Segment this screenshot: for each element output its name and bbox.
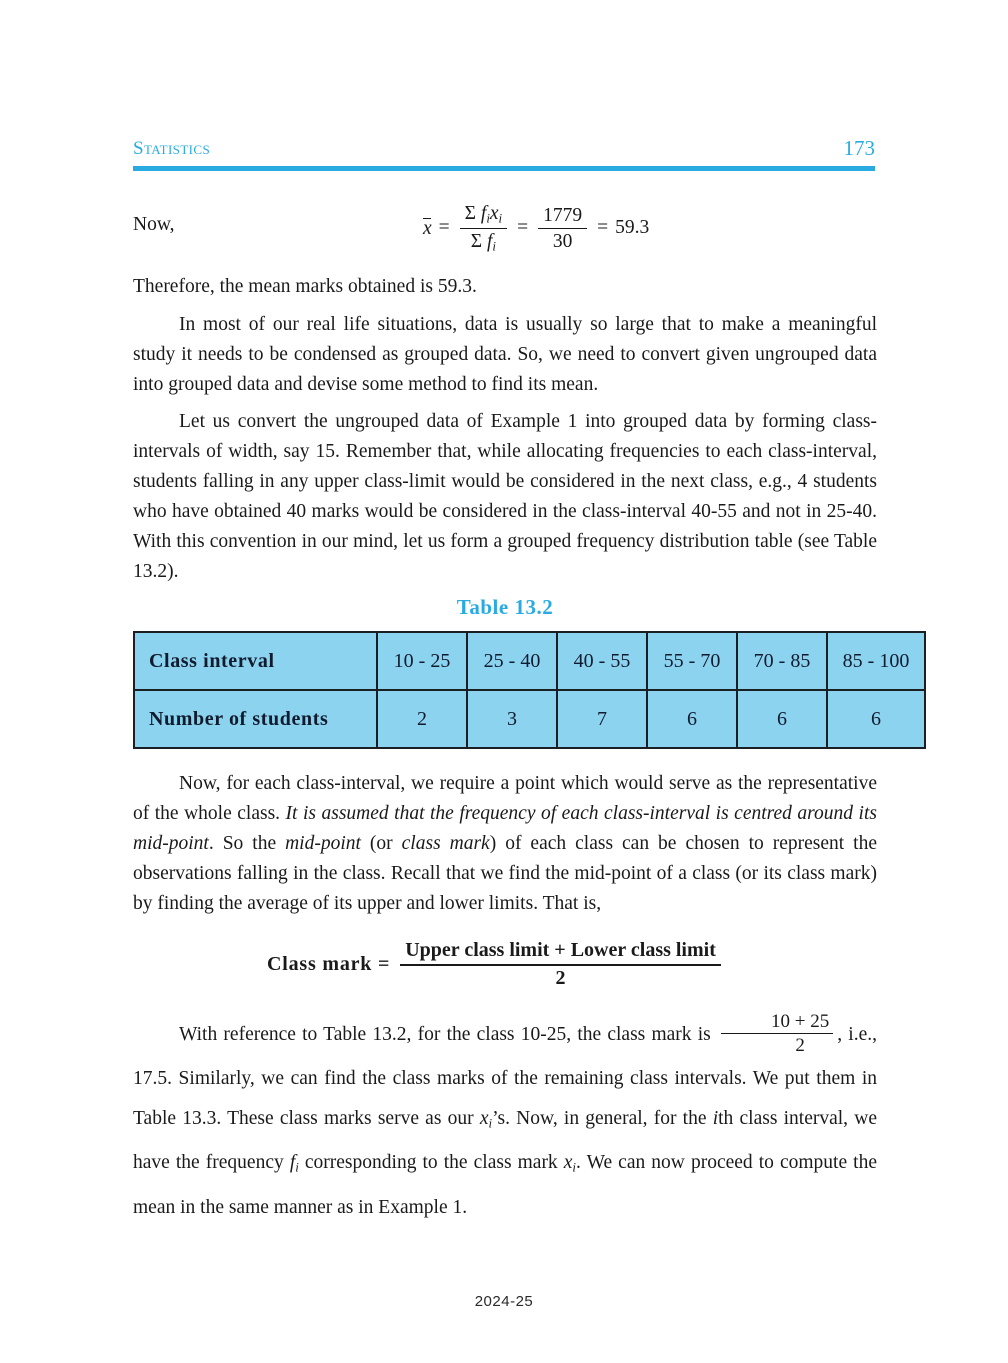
paragraph-grouped-data-intro: In most of our real life situations, data is usually so large that to make a meaningful study it needs to be condensed as grouped data. So, we need to convert given ungrouped data into grouped data and devise some method to find its mean.: [133, 314, 877, 395]
p5-f-symbol: f: [289, 1152, 296, 1174]
cell-class-interval-1: 10 - 25: [377, 632, 467, 690]
fraction-denominator: [466, 230, 501, 255]
p4-italic-frequency-assumption: It is assumed that the frequency of each class-interval is centred around its mid-point: [133, 803, 877, 854]
subscript-i-x-num: i: [498, 211, 503, 226]
equation-lead-label: Now,: [133, 214, 175, 235]
cell-frequency-2: 3: [467, 690, 557, 748]
p4-segment-4: ) of each class can be chosen to represent the observations falling in the class. Recall that we find the mid-point of a class (or its class mark) by finding the average of its upper and lower limits. That is,: [133, 833, 877, 914]
equation-mean: [423, 202, 649, 255]
fraction-bar: [460, 228, 507, 229]
inline-fraction-denominator: 2: [795, 1035, 805, 1057]
inline-fraction-10-plus-25-over-2: [721, 1011, 833, 1057]
x-symbol-numerator: x: [489, 203, 499, 224]
class-mark-label: Class mark =: [267, 953, 391, 976]
fraction2-numerator: 1779: [543, 204, 583, 226]
equals-sign-2: =: [517, 217, 529, 239]
paragraph-therefore-mean: Therefore, the mean marks obtained is 59.3.: [133, 276, 477, 297]
frequency-distribution-table: [133, 631, 926, 749]
page-footer: 2024-25: [474, 1293, 534, 1310]
p4-italic-mid-point: mid-point: [285, 833, 361, 854]
fraction-sum-fx-over-sum-f: [460, 202, 507, 255]
equals-sign-1: =: [438, 217, 450, 239]
class-mark-fraction-bar: [400, 964, 721, 966]
paragraph-class-mark-example: [133, 1013, 877, 1228]
class-mark-numerator: Upper class limit + Lower class limit: [405, 939, 716, 961]
f-symbol-denominator: f: [487, 230, 493, 252]
cell-class-interval-2: 25 - 40: [467, 632, 557, 690]
p5-segment-2: , i.e., 17.5. Similarly, we can find the class marks of the remaining class intervals. We put them in Table 13.3. These class marks serve as our: [133, 1024, 877, 1129]
f-symbol-numerator: f: [480, 203, 487, 224]
fraction-1779-over-30: [538, 204, 587, 253]
subscript-i-f-num: i: [486, 211, 490, 226]
class-mark-fraction: [400, 939, 721, 990]
page-content: [133, 196, 910, 1228]
subscript-i-f-den: i: [492, 239, 496, 254]
header-rule-line: [133, 166, 875, 171]
p4-segment-1: Now, for each class-interval, we require a point which would serve as the representative of the whole class.: [133, 773, 877, 824]
row-label-class-interval: Class interval: [134, 632, 377, 690]
p5-segment-1: With reference to Table 13.2, for the class 10-25, the class mark is: [179, 1024, 717, 1046]
fraction2-bar: [538, 228, 587, 229]
p5-subscript-i-3: i: [572, 1160, 576, 1175]
class-mark-denominator: 2: [555, 966, 566, 989]
class-mark-formula-row: [133, 933, 877, 1009]
cell-class-interval-6: 85 - 100: [827, 632, 925, 690]
cell-frequency-3: 7: [557, 690, 647, 748]
p5-x-symbol-2: x: [563, 1152, 573, 1174]
p5-subscript-i-1: i: [488, 1116, 493, 1131]
inline-fraction-bar: [721, 1033, 833, 1034]
inline-fraction-numerator: 10 + 25: [770, 1011, 830, 1032]
cell-frequency-1: 2: [377, 690, 467, 748]
p5-segment-4: th class interval, we have the frequency: [133, 1107, 877, 1174]
header-chapter-title: Statistics: [133, 138, 211, 159]
mean-result-value: 59.3: [615, 217, 650, 239]
fraction2-denominator: 30: [552, 230, 573, 252]
table-13-2-block: [133, 595, 910, 747]
p4-segment-2: . So the: [208, 833, 286, 854]
p4-italic-class-mark: class mark: [401, 833, 490, 854]
equals-sign-3: =: [597, 217, 609, 239]
equation-mean-row: [133, 196, 877, 270]
row-label-number-of-students: Number of students: [134, 690, 377, 748]
table-row-number-of-students: [134, 690, 925, 748]
sigma-symbol-numerator: Σ: [464, 203, 477, 224]
table-caption: Table 13.2: [456, 595, 554, 619]
p5-subscript-i-2: i: [295, 1160, 299, 1175]
cell-frequency-6: 6: [827, 690, 925, 748]
table-row-class-interval: [134, 632, 925, 690]
p5-segment-3: ’s. Now, in general, for the: [492, 1107, 713, 1129]
p4-segment-3: (or: [360, 833, 402, 854]
p5-italic-i: i: [712, 1107, 719, 1129]
fraction-numerator: [460, 202, 507, 227]
cell-frequency-4: 6: [647, 690, 737, 748]
p5-segment-6: . We can now proceed to compute the mean in the same manner as in Example 1.: [133, 1152, 878, 1218]
x-bar-symbol: x: [423, 217, 432, 239]
paragraph-class-intervals: Let us convert the ungrouped data of Example 1 into grouped data by forming class-intervals of width, say 15. Remember that, while allocating frequencies to each class-interval, students falling in any upper class-limit would be considered in the next class, e.g., 4 students who have obtained 40 marks would be considered in the class-interval 40-55 and not in 25-40. With this convention in our mind, let us form a grouped frequency distribution table (see Table 13.2).: [133, 411, 877, 582]
p5-x-symbol-1: x: [479, 1107, 489, 1129]
class-mark-formula: [267, 939, 724, 990]
cell-class-interval-4: 55 - 70: [647, 632, 737, 690]
cell-frequency-5: 6: [737, 690, 827, 748]
cell-class-interval-5: 70 - 85: [737, 632, 827, 690]
page-number: 173: [843, 136, 875, 160]
sigma-symbol-denominator: Σ: [470, 230, 483, 252]
paragraph-mid-point-explanation: [133, 769, 877, 919]
p5-segment-5: corresponding to the class mark: [298, 1152, 564, 1174]
cell-class-interval-3: 40 - 55: [557, 632, 647, 690]
